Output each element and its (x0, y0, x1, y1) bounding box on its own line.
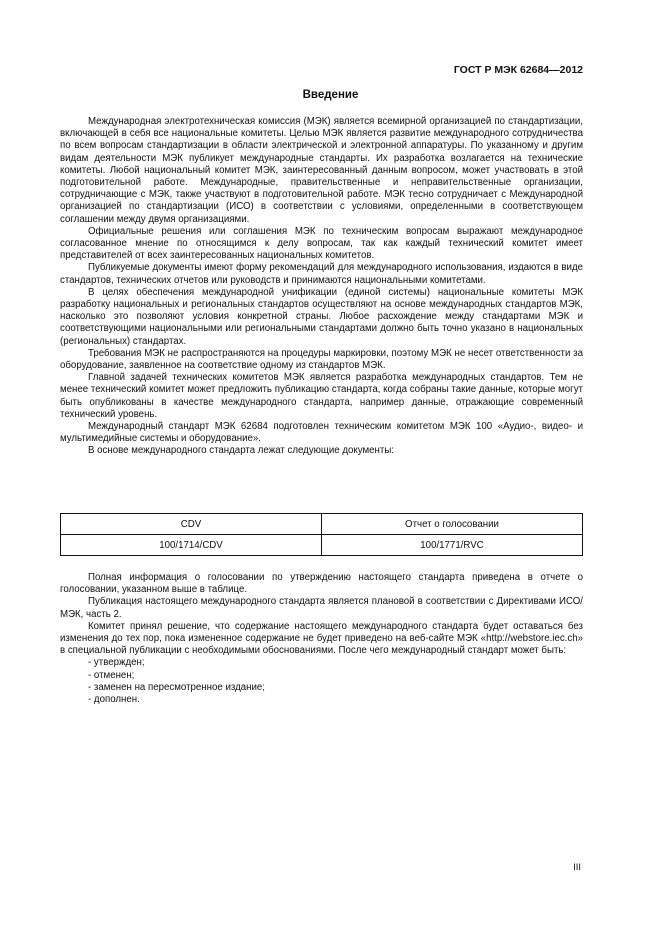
paragraph: Полная информация о голосовании по утверждению настоящего стандарта приведена в отчете о голосовании, указанном выше в таблице. (60, 572, 583, 596)
page-number: III (573, 862, 581, 873)
paragraph: Публикуемые документы имеют форму рекомендаций для международного использования, издаются в виде стандартов, технических отчетов или руководств и принимаются национальными комитетами. (60, 262, 583, 286)
introduction-text (60, 116, 583, 458)
closing-text (60, 572, 583, 706)
section-title: Введение (302, 89, 359, 101)
table-row (61, 535, 583, 556)
standard-code: ГОСТ Р МЭК 62684—2012 (453, 64, 583, 76)
list-item: - утвержден; (88, 657, 145, 669)
list-item: - дополнен. (88, 694, 140, 706)
table-cell: 100/1714/CDV (61, 535, 322, 556)
list-item: - заменен на пересмотренное издание; (88, 681, 265, 693)
table-header-cell: Отчет о голосовании (322, 514, 583, 535)
paragraph: Требования МЭК не распространяются на процедуры маркировки, поэтому МЭК не несет ответственности за оборудование, заявленное на соответствие одному из стандартов МЭК. (60, 347, 583, 372)
voting-documents-table (60, 513, 583, 556)
paragraph: В основе международного стандарта лежат следующие документы: (88, 445, 394, 457)
paragraph: Главной задачей технических комитетов МЭК является разработка международных стандартов. Тем не менее технический комитет может предложить публикацию стандарта, когда собраны такие данные, которые могут быть опубликованы в качестве международного стандарта, например данные, отражающие современный технический уровень. (60, 372, 583, 420)
paragraph: Международный стандарт МЭК 62684 подготовлен техническим комитетом МЭК 100 «Аудио-, видео- и мультимедийные системы и оборудование». (60, 421, 583, 445)
paragraph: Международная электротехническая комиссия (МЭК) является всемирной организацией по стандартизации, включающей в себя все национальные комитеты. Целью МЭК является развитие международного сотрудничества по всем вопросам стандартизации в области электрической и электронной аппаратуры. По указанному и другим видам деятельности МЭК публикует международные стандарты. Их разработка возлагается на технические комитеты. Любой национальный комитет МЭК, заинтересованный данным вопросом, может участвовать в этой подготовительной работе. Международные, правительственные и неправительственные организации, сотрудничающие с МЭК, также участвуют в подготовительной работе. МЭК тесно сотрудничает с Международной организацией по стандартизации (ИСО) в соответствии с условиями, определенными в соответствующем соглашении между двумя организациями. (60, 116, 583, 225)
list-item: - отменен; (88, 669, 135, 681)
paragraph: Официальные решения или соглашения МЭК по техническим вопросам выражают международное согласованное мнение по относящимся к делу вопросам, так как каждый технический комитет имеет представителей от всех заинтересованных национальных комитетов. (60, 225, 583, 262)
table-cell: 100/1771/RVC (322, 535, 583, 556)
paragraph: Комитет принял решение, что содержание настоящего международного стандарта будет оставаться без изменения до тех пор, пока измененное содержание не будет приведено на веб-сайте МЭК «http://webstore.iec.ch» в специальной публикации с необходимыми обоснованиями. После чего международный стандарт может быть: (60, 620, 583, 657)
table-header-cell: CDV (61, 514, 322, 535)
table-header-row (61, 514, 583, 535)
paragraph: В целях обеспечения международной унификации (единой системы) национальные комитеты МЭК разработку национальных и региональных стандартов осуществляют на основе международных стандартов МЭК, насколько это позволяют условия конкретной страны. Любое расхождение между стандартами МЭК и соответствующими национальными или региональными стандартами должно быть точно указано в национальных (региональных) стандартах. (60, 286, 583, 347)
status-list (60, 657, 583, 706)
paragraph: Публикация настоящего международного стандарта является плановой в соответствии с Директивами ИСО/МЭК, часть 2. (60, 596, 583, 620)
